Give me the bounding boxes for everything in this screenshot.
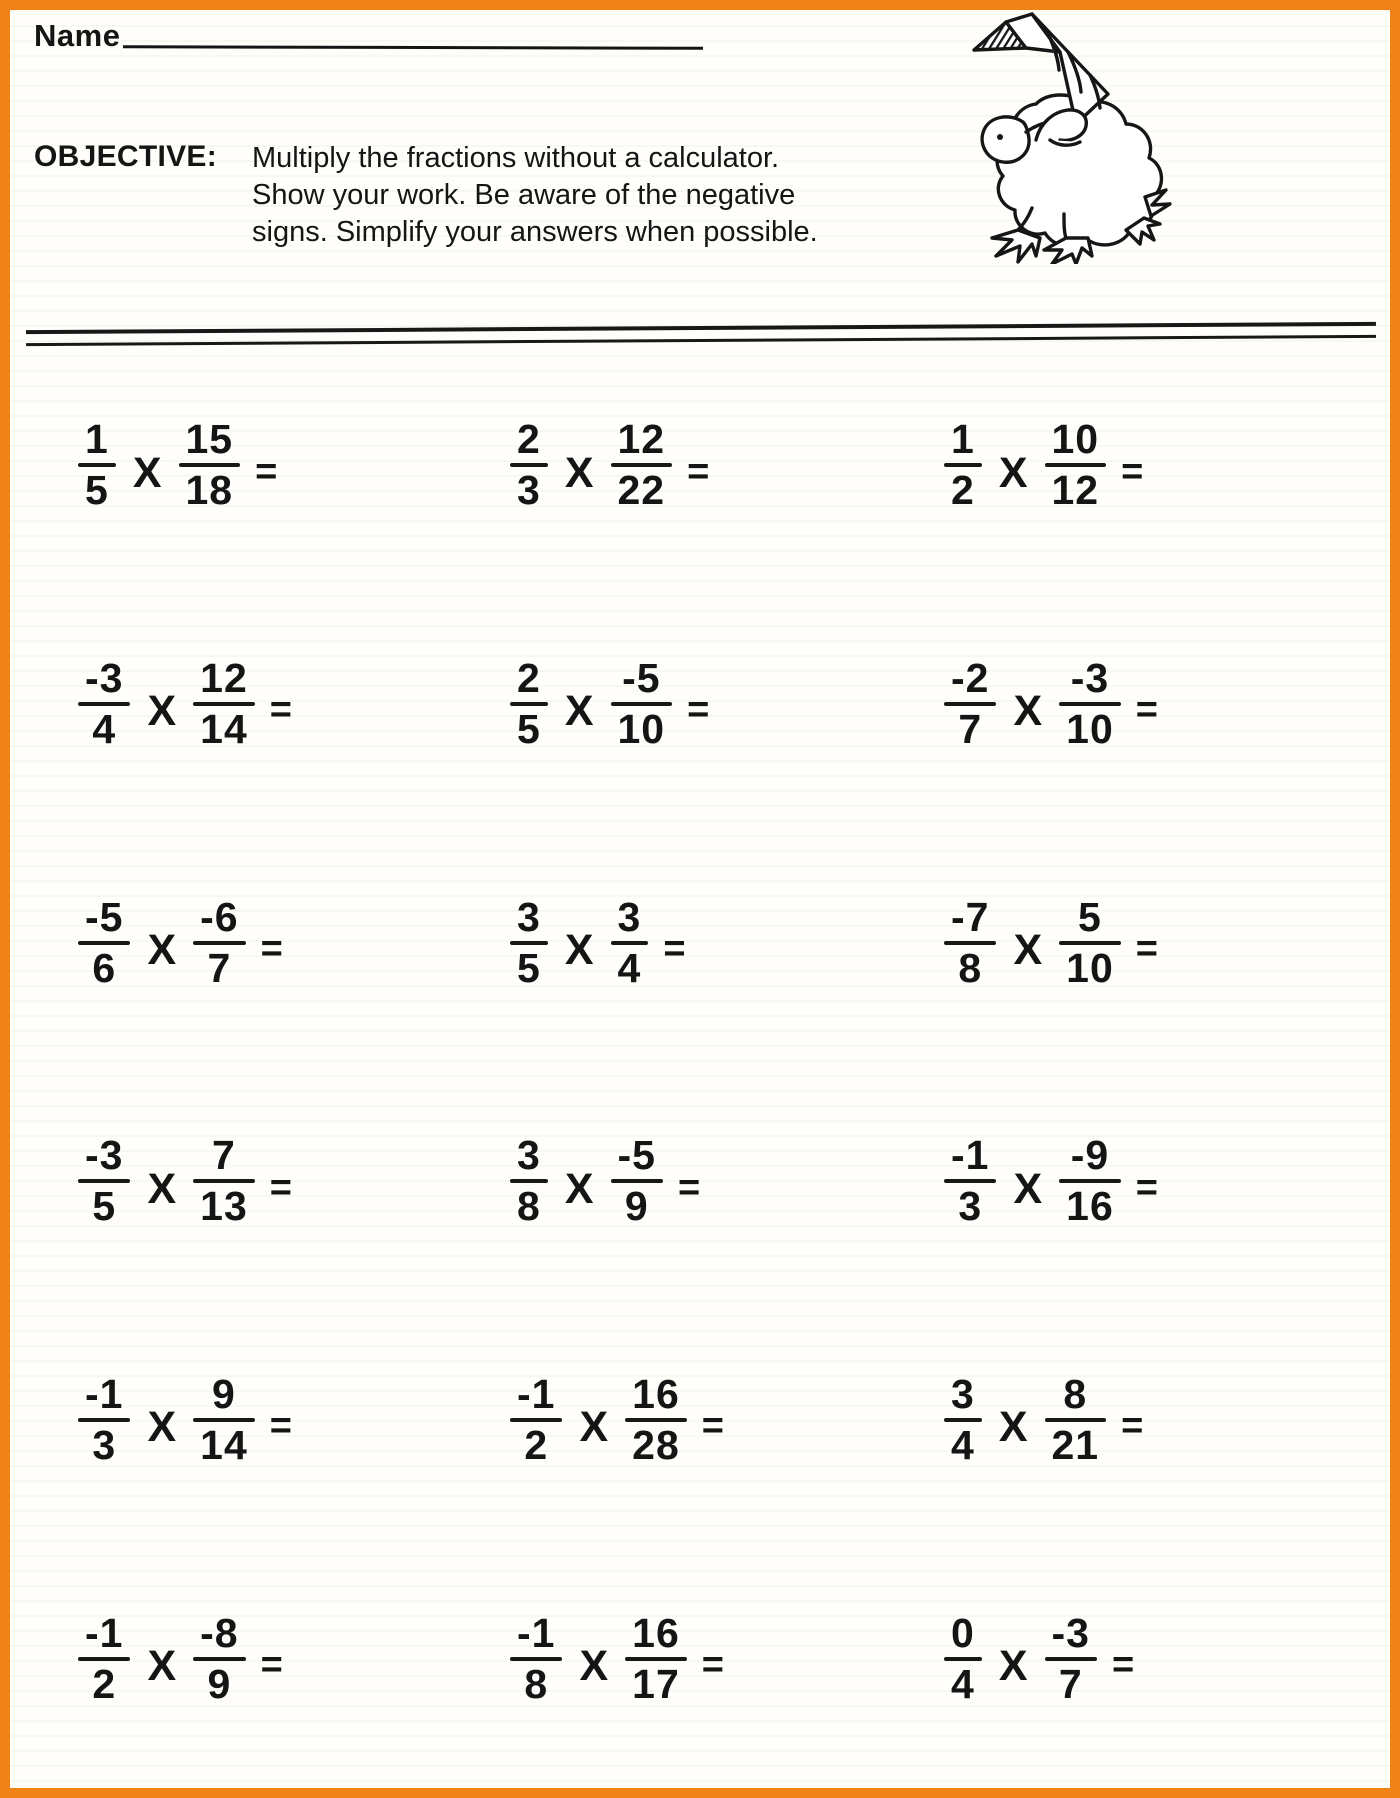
denominator: 6 <box>92 944 117 991</box>
numerator: 1 <box>85 416 109 463</box>
numerator: 3 <box>517 1132 541 1179</box>
problem-12 <box>930 1062 1390 1301</box>
denominator: 10 <box>1066 705 1114 752</box>
fraction <box>944 1133 996 1229</box>
fraction <box>944 656 996 752</box>
name-blank-line <box>123 17 703 50</box>
fraction <box>944 895 996 991</box>
fraction <box>78 417 116 513</box>
fraction <box>193 1611 245 1707</box>
numerator: -1 <box>85 1370 124 1417</box>
numerator: -1 <box>517 1370 556 1417</box>
fraction <box>510 1611 562 1707</box>
problem-1 <box>10 346 470 585</box>
numerator: -6 <box>200 893 239 940</box>
denominator: 5 <box>517 944 541 991</box>
denominator: 5 <box>85 467 109 514</box>
problem-8 <box>470 823 930 1062</box>
numerator: 10 <box>1051 416 1100 463</box>
fraction <box>944 1372 982 1468</box>
fraction <box>510 895 548 991</box>
objective-section <box>34 140 818 251</box>
equals-sign: = <box>701 1644 722 1687</box>
denominator: 7 <box>1058 1660 1083 1707</box>
numerator: -8 <box>200 1609 239 1656</box>
denominator: 3 <box>958 1183 983 1230</box>
denominator: 22 <box>617 467 666 514</box>
denominator: 21 <box>1051 1421 1100 1468</box>
multiply-sign: X <box>579 1403 609 1452</box>
problem-3 <box>930 346 1390 585</box>
denominator: 13 <box>200 1183 248 1230</box>
denominator: 2 <box>951 467 975 514</box>
denominator: 9 <box>624 1183 649 1230</box>
numerator: 0 <box>951 1609 975 1656</box>
numerator: -2 <box>951 654 990 701</box>
equals-sign: = <box>687 689 708 732</box>
fraction <box>78 895 130 991</box>
numerator: 15 <box>185 416 234 463</box>
numerator: -3 <box>85 1132 124 1179</box>
equals-sign: = <box>1135 928 1156 971</box>
multiply-sign: X <box>579 1642 609 1691</box>
numerator: 2 <box>517 654 541 701</box>
fraction <box>78 1133 130 1229</box>
fraction <box>1045 1611 1097 1707</box>
multiply-sign: X <box>1013 926 1043 975</box>
denominator: 9 <box>207 1660 232 1707</box>
problem-11 <box>470 1062 930 1301</box>
fraction <box>78 1372 130 1468</box>
numerator: 1 <box>951 416 975 463</box>
denominator: 12 <box>1051 467 1100 514</box>
fraction <box>625 1611 687 1707</box>
denominator: 4 <box>92 705 117 752</box>
name-label: Name <box>34 18 121 53</box>
problem-10 <box>10 1062 470 1301</box>
fraction <box>1045 417 1107 513</box>
numerator: -3 <box>85 654 124 701</box>
multiply-sign: X <box>564 687 594 736</box>
numerator: 8 <box>1063 1370 1088 1417</box>
problem-16 <box>10 1539 470 1778</box>
equals-sign: = <box>260 928 281 971</box>
denominator: 14 <box>200 1421 248 1468</box>
fraction <box>611 1133 663 1229</box>
numerator: 5 <box>1078 893 1102 940</box>
multiply-sign: X <box>564 1164 594 1213</box>
problem-2 <box>470 346 930 585</box>
numerator: -5 <box>617 1132 656 1179</box>
multiply-sign: X <box>564 926 594 975</box>
problem-17 <box>470 1539 930 1778</box>
fraction <box>611 656 673 752</box>
denominator: 8 <box>517 1183 541 1230</box>
multiply-sign: X <box>147 687 177 736</box>
fraction <box>193 895 245 991</box>
denominator: 18 <box>185 467 234 514</box>
objective-line: signs. Simplify your answers when possible. <box>252 216 818 248</box>
equals-sign: = <box>677 1166 699 1209</box>
problem-14 <box>470 1301 930 1540</box>
denominator: 2 <box>92 1660 117 1707</box>
multiply-sign: X <box>147 1164 177 1213</box>
equals-sign: = <box>269 1166 290 1209</box>
problem-7 <box>10 823 470 1062</box>
equals-sign: = <box>255 450 276 493</box>
denominator: 3 <box>92 1421 117 1468</box>
fraction <box>1045 1372 1107 1468</box>
divider-line-bottom <box>26 335 1376 346</box>
equals-sign: = <box>1135 1166 1156 1209</box>
denominator: 8 <box>958 944 983 991</box>
denominator: 5 <box>92 1183 117 1230</box>
numerator: -5 <box>85 893 124 940</box>
denominator: 4 <box>617 944 642 991</box>
numerator: -7 <box>951 893 990 940</box>
numerator: -1 <box>951 1132 990 1179</box>
numerator: -1 <box>517 1609 556 1656</box>
divider-line-top <box>26 322 1376 334</box>
section-divider <box>26 322 1376 346</box>
fraction <box>510 656 548 752</box>
denominator: 4 <box>951 1421 975 1468</box>
multiply-sign: X <box>147 1403 177 1452</box>
numerator: -9 <box>1070 1132 1110 1179</box>
fraction <box>611 417 673 513</box>
problem-5 <box>470 585 930 824</box>
objective-line: Multiply the fractions without a calculator. <box>252 142 780 174</box>
denominator: 5 <box>517 705 541 752</box>
objective-label: OBJECTIVE: <box>34 140 218 173</box>
fraction <box>944 1611 982 1707</box>
fraction <box>1059 656 1121 752</box>
denominator: 4 <box>951 1660 975 1707</box>
equals-sign: = <box>663 928 684 971</box>
fraction <box>510 417 548 513</box>
numerator: -5 <box>622 654 661 701</box>
name-row <box>34 18 703 54</box>
objective-text <box>252 140 818 251</box>
numerator: 2 <box>517 416 541 463</box>
denominator: 17 <box>632 1660 680 1707</box>
denominator: 2 <box>524 1421 549 1468</box>
problem-9 <box>930 823 1390 1062</box>
fraction <box>193 1372 255 1468</box>
fraction <box>1059 895 1121 991</box>
denominator: 7 <box>207 944 232 991</box>
fraction <box>193 656 255 752</box>
equals-sign: = <box>1121 1405 1142 1448</box>
numerator: 12 <box>200 654 248 701</box>
equals-sign: = <box>269 1405 290 1448</box>
numerator: 3 <box>617 893 642 940</box>
bird-with-pencil-illustration <box>940 12 1180 264</box>
multiply-sign: X <box>998 1642 1028 1691</box>
denominator: 14 <box>200 705 248 752</box>
numerator: -1 <box>85 1609 124 1656</box>
fraction <box>625 1372 687 1468</box>
denominator: 28 <box>632 1421 680 1468</box>
multiply-sign: X <box>564 448 594 497</box>
problem-13 <box>10 1301 470 1540</box>
multiply-sign: X <box>147 926 177 975</box>
equals-sign: = <box>269 689 290 732</box>
numerator: 9 <box>212 1370 236 1417</box>
fraction <box>78 1611 130 1707</box>
fraction <box>611 895 649 991</box>
equals-sign: = <box>260 1644 281 1687</box>
equals-sign: = <box>1121 450 1142 493</box>
denominator: 10 <box>617 705 666 752</box>
denominator: 16 <box>1066 1183 1114 1230</box>
denominator: 7 <box>958 705 983 752</box>
denominator: 8 <box>524 1660 549 1707</box>
numerator: 16 <box>632 1370 680 1417</box>
equals-sign: = <box>701 1405 722 1448</box>
numerator: 7 <box>212 1132 236 1179</box>
numerator: -3 <box>1070 654 1110 701</box>
problem-15 <box>930 1301 1390 1540</box>
fraction <box>1059 1133 1121 1229</box>
problem-6 <box>930 585 1390 824</box>
fraction <box>193 1133 255 1229</box>
numerator: 3 <box>951 1370 975 1417</box>
multiply-sign: X <box>998 1403 1028 1452</box>
problems-grid <box>10 346 1390 1778</box>
multiply-sign: X <box>132 448 162 497</box>
equals-sign: = <box>687 450 708 493</box>
numerator: 12 <box>617 416 666 463</box>
multiply-sign: X <box>1013 687 1043 736</box>
multiply-sign: X <box>1013 1164 1043 1213</box>
problem-18 <box>930 1539 1390 1778</box>
numerator: 3 <box>517 893 541 940</box>
fraction <box>510 1133 548 1229</box>
fraction <box>179 417 241 513</box>
multiply-sign: X <box>147 1642 177 1691</box>
objective-line: Show your work. Be aware of the negative <box>252 179 796 211</box>
fraction <box>78 656 130 752</box>
equals-sign: = <box>1135 689 1156 732</box>
denominator: 3 <box>517 467 541 514</box>
numerator: 16 <box>632 1609 680 1656</box>
problem-4 <box>10 585 470 824</box>
fraction <box>510 1372 562 1468</box>
denominator: 10 <box>1066 944 1114 991</box>
multiply-sign: X <box>998 448 1028 497</box>
equals-sign: = <box>1111 1644 1133 1687</box>
numerator: -3 <box>1051 1609 1090 1656</box>
fraction <box>944 417 982 513</box>
